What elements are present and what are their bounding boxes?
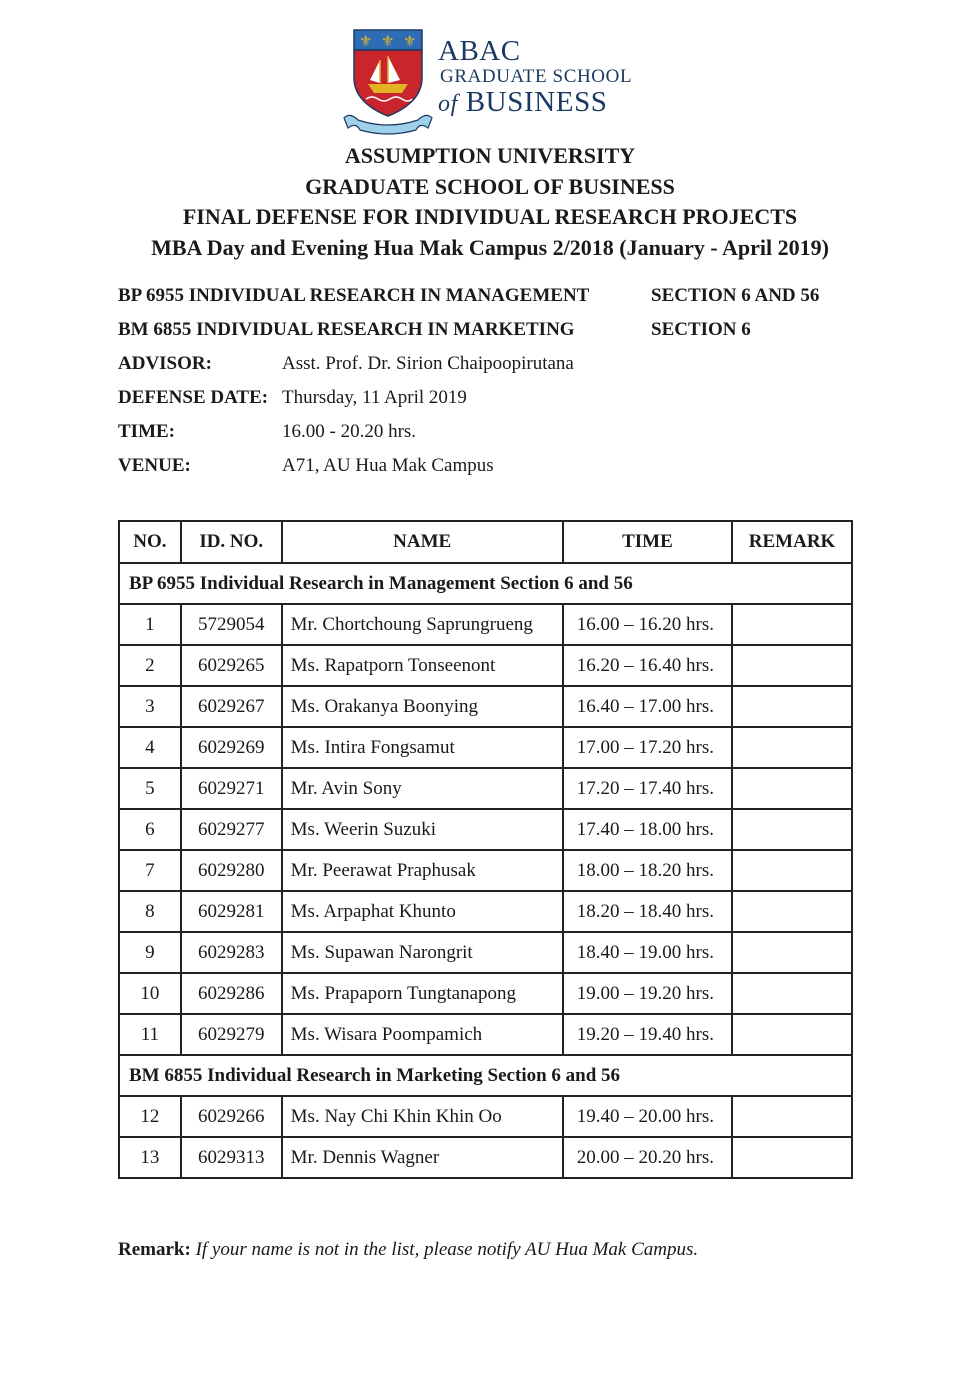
cell-name: Ms. Intira Fongsamut [282, 727, 563, 768]
time-value: 16.00 - 20.20 hrs. [282, 421, 417, 442]
table-row [119, 604, 852, 645]
cell-name: Mr. Peerawat Praphusak [282, 850, 563, 891]
group-title: BM 6855 Individual Research in Marketing Section 6 and 56 [119, 1055, 852, 1096]
cell-name: Ms. Nay Chi Khin Khin Oo [282, 1096, 563, 1137]
cell-no: 6 [119, 809, 181, 850]
logo-business: BUSINESS [465, 86, 608, 118]
advisor-label: ADVISOR: [118, 353, 212, 374]
cell-id: 6029286 [181, 973, 282, 1014]
cell-no: 13 [119, 1137, 181, 1178]
cell-id: 6029266 [181, 1096, 282, 1137]
cell-id: 6029277 [181, 809, 282, 850]
cell-name: Ms. Rapatporn Tonseenont [282, 645, 563, 686]
svg-text:⚜: ⚜ [359, 32, 373, 50]
cell-no: 7 [119, 850, 181, 891]
logo-wordmark [438, 36, 632, 118]
svg-text:⚜: ⚜ [403, 32, 417, 50]
header-id: ID. NO. [181, 521, 282, 563]
table-row [119, 645, 852, 686]
venue-value: A71, AU Hua Mak Campus [282, 455, 494, 476]
course-section: SECTION 6 [651, 319, 751, 340]
cell-remark [732, 850, 852, 891]
table-row [119, 809, 852, 850]
cell-id: 5729054 [181, 604, 282, 645]
cell-remark [732, 1096, 852, 1137]
cell-remark [732, 645, 852, 686]
cell-no: 12 [119, 1096, 181, 1137]
cell-name: Ms. Wisara Poompamich [282, 1014, 563, 1055]
cell-remark [732, 604, 852, 645]
cell-remark [732, 932, 852, 973]
advisor-row [118, 351, 858, 385]
table-header-row [119, 521, 852, 563]
cell-name: Ms. Orakanya Boonying [282, 686, 563, 727]
remark-label: Remark: [118, 1239, 191, 1260]
logo-of: of [438, 91, 458, 117]
cell-name: Mr. Chortchoung Saprungrueng [282, 604, 563, 645]
cell-name: Ms. Prapaporn Tungtanapong [282, 973, 563, 1014]
group-title: BP 6955 Individual Research in Management Section 6 and 56 [119, 563, 852, 604]
cell-time: 18.00 – 18.20 hrs. [563, 850, 732, 891]
cell-name: Mr. Dennis Wagner [282, 1137, 563, 1178]
cell-name: Ms. Arpaphat Khunto [282, 891, 563, 932]
cell-time: 16.00 – 16.20 hrs. [563, 604, 732, 645]
course-info [118, 283, 858, 487]
cell-name: Ms. Weerin Suzuki [282, 809, 563, 850]
cell-name: Mr. Avin Sony [282, 768, 563, 809]
time-label: TIME: [118, 421, 175, 442]
cell-id: 6029281 [181, 891, 282, 932]
header-remark: REMARK [732, 521, 852, 563]
cell-no: 3 [119, 686, 181, 727]
cell-id: 6029283 [181, 932, 282, 973]
course-section: SECTION 6 AND 56 [651, 285, 820, 306]
cell-no: 11 [119, 1014, 181, 1055]
cell-time: 19.40 – 20.00 hrs. [563, 1096, 732, 1137]
cell-id: 6029269 [181, 727, 282, 768]
cell-remark [732, 1014, 852, 1055]
abac-logo [340, 26, 640, 138]
table-row [119, 891, 852, 932]
group-row [119, 1055, 852, 1096]
defense-date-value: Thursday, 11 April 2019 [282, 387, 467, 408]
schedule-table [118, 520, 853, 1179]
cell-remark [732, 686, 852, 727]
cell-time: 17.20 – 17.40 hrs. [563, 768, 732, 809]
venue-label: VENUE: [118, 455, 191, 476]
cell-time: 20.00 – 20.20 hrs. [563, 1137, 732, 1178]
cell-time: 19.00 – 19.20 hrs. [563, 973, 732, 1014]
cell-id: 6029265 [181, 645, 282, 686]
cell-remark [732, 809, 852, 850]
cell-id: 6029313 [181, 1137, 282, 1178]
cell-no: 5 [119, 768, 181, 809]
remark-text: If your name is not in the list, please notify AU Hua Mak Campus. [195, 1239, 699, 1260]
defense-date-label: DEFENSE DATE: [118, 387, 269, 408]
remark-note [118, 1239, 698, 1261]
table-row [119, 1137, 852, 1178]
cell-no: 8 [119, 891, 181, 932]
cell-no: 9 [119, 932, 181, 973]
cell-time: 18.20 – 18.40 hrs. [563, 891, 732, 932]
cell-id: 6029280 [181, 850, 282, 891]
heading-event: FINAL DEFENSE FOR INDIVIDUAL RESEARCH PROJECTS [182, 204, 798, 229]
cell-id: 6029271 [181, 768, 282, 809]
heading-school: GRADUATE SCHOOL OF BUSINESS [305, 173, 675, 199]
cell-id: 6029267 [181, 686, 282, 727]
logo-line-graduate-school: GRADUATE SCHOOL [440, 66, 633, 87]
time-row [118, 419, 858, 453]
heading-university: ASSUMPTION UNIVERSITY [344, 143, 636, 168]
cell-time: 16.40 – 17.00 hrs. [563, 686, 732, 727]
advisor-value: Asst. Prof. Dr. Sirion Chaipoopirutana [282, 353, 574, 374]
table-row [119, 1096, 852, 1137]
cell-time: 17.00 – 17.20 hrs. [563, 727, 732, 768]
course-title: BM 6855 INDIVIDUAL RESEARCH IN MARKETING [118, 319, 575, 340]
cell-no: 1 [119, 604, 181, 645]
defense-date-row [118, 385, 858, 419]
group-row [119, 563, 852, 604]
cell-id: 6029279 [181, 1014, 282, 1055]
logo-line-abac: ABAC [438, 35, 521, 67]
table-row [119, 973, 852, 1014]
course-title: BP 6955 INDIVIDUAL RESEARCH IN MANAGEMENT [118, 285, 590, 306]
cell-time: 17.40 – 18.00 hrs. [563, 809, 732, 850]
table-row [119, 768, 852, 809]
shield-crest-icon [340, 26, 436, 138]
cell-remark [732, 973, 852, 1014]
table-row [119, 727, 852, 768]
document-headings [0, 141, 980, 263]
cell-remark [732, 727, 852, 768]
svg-text:⚜: ⚜ [381, 32, 395, 50]
heading-program: MBA Day and Evening Hua Mak Campus 2/2018 (January - April 2019) [151, 234, 829, 260]
cell-time: 19.20 – 19.40 hrs. [563, 1014, 732, 1055]
table-row [119, 686, 852, 727]
cell-time: 16.20 – 16.40 hrs. [563, 645, 732, 686]
header-time: TIME [563, 521, 732, 563]
cell-time: 18.40 – 19.00 hrs. [563, 932, 732, 973]
course-row [118, 317, 858, 351]
table-row [119, 850, 852, 891]
cell-remark [732, 1137, 852, 1178]
header-name: NAME [282, 521, 563, 563]
course-row [118, 283, 858, 317]
cell-name: Ms. Supawan Narongrit [282, 932, 563, 973]
table-row [119, 1014, 852, 1055]
cell-remark [732, 891, 852, 932]
cell-no: 4 [119, 727, 181, 768]
cell-no: 10 [119, 973, 181, 1014]
cell-no: 2 [119, 645, 181, 686]
header-no: NO. [119, 521, 181, 563]
cell-remark [732, 768, 852, 809]
table-row [119, 932, 852, 973]
venue-row [118, 453, 858, 487]
logo-line-business [438, 88, 632, 118]
